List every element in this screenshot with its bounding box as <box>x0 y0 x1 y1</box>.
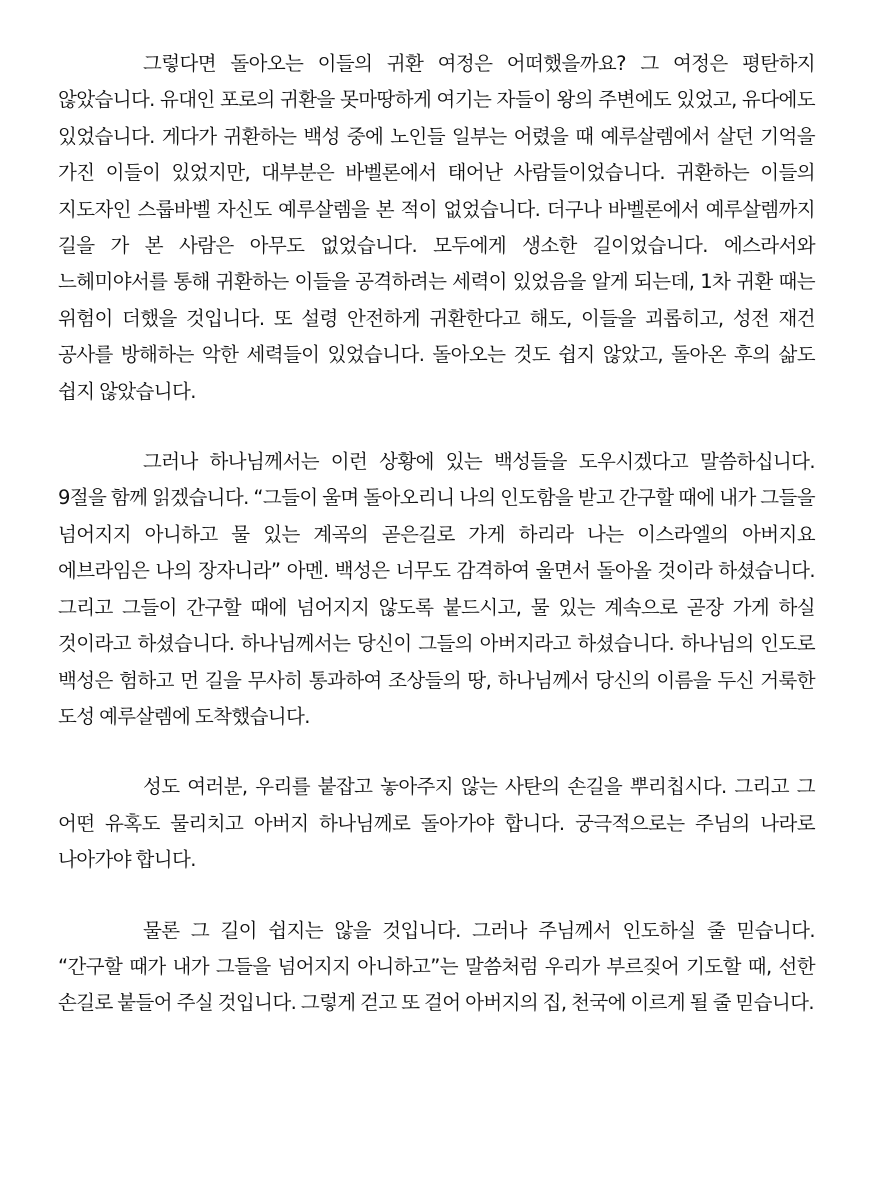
document-body <box>58 46 815 1022</box>
paragraph-1: 그렇다면 돌아오는 이들의 귀환 여정은 어떠했을까요? 그 여정은 평탄하지 않았습니다. 유대인 포로의 귀환을 못마땅하게 여기는 자들이 왕의 주변에도 있었고, 유다에도 있었습니다. 게다가 귀환하는 백성 중에 노인들 일부는 어렸을 때 예루살렘에서 살던 기억을 가진 이들이 있었지만, 대부분은 바벨론에서 태어난 사람들이었습니다. 귀환하는 이들의 지도자인 스룹바벨 자신도 예루살렘을 본 적이 없었습니다. 더구나 바벨론에서 예루살렘까지 길을 가 본 사람은 아무도 없었습니다. 모두에게 생소한 길이었습니다. 에스라서와 느헤미야서를 통해 귀환하는 이들을 공격하려는 세력이 있었음을 알게 되는데, 1차 귀환 때는 위험이 더했을 것입니다. 또 설령 안전하게 귀환한다고 해도, 이들을 괴롭히고, 성전 재건 공사를 방해하는 악한 세력들이 있었습니다. 돌아오는 것도 쉽지 않았고, 돌아온 후의 삶도 쉽지 않았습니다. <box>58 52 815 403</box>
paragraph-3: 성도 여러분, 우리를 붙잡고 놓아주지 않는 사탄의 손길을 뿌리칩시다. 그리고 그 어떤 유혹도 물리치고 아버지 하나님께로 돌아가야 합니다. 궁극적으로는 주님의 나라로 나아가야 합니다. <box>58 775 815 872</box>
paragraph-4: 물론 그 길이 쉽지는 않을 것입니다. 그러나 주님께서 인도하실 줄 믿습니다. “간구할 때가 내가 그들을 넘어지지 아니하고”는 말씀처럼 우리가 부르짖어 기도할 때, 선한 손길로 붙들어 주실 것입니다. 그렇게 걷고 또 걸어 아버지의 집, 천국에 이르게 될 줄 믿습니다. <box>58 918 815 1015</box>
paragraph-2: 그러나 하나님께서는 이런 상황에 있는 백성들을 도우시겠다고 말씀하십니다. 9절을 함께 읽겠습니다. “그들이 울며 돌아오리니 나의 인도함을 받고 간구할 때에 내가 그들을 넘어지지 아니하고 물 있는 계곡의 곧은길로 가게 하리라 나는 이스라엘의 아버지요 에브라임은 나의 장자니라” 아멘. 백성은 너무도 감격하여 울면서 돌아올 것이라 하셨습니다. 그리고 그들이 간구할 때에 넘어지지 않도록 붙드시고, 물 있는 계속으로 곧장 가게 하실 것이라고 하셨습니다. 하나님께서는 당신이 그들의 아버지라고 하셨습니다. 하나님의 인도로 백성은 험하고 먼 길을 무사히 통과하여 조상들의 땅, 하나님께서 당신의 이름을 두신 거룩한 도성 예루살렘에 도착했습니다. <box>58 450 815 728</box>
